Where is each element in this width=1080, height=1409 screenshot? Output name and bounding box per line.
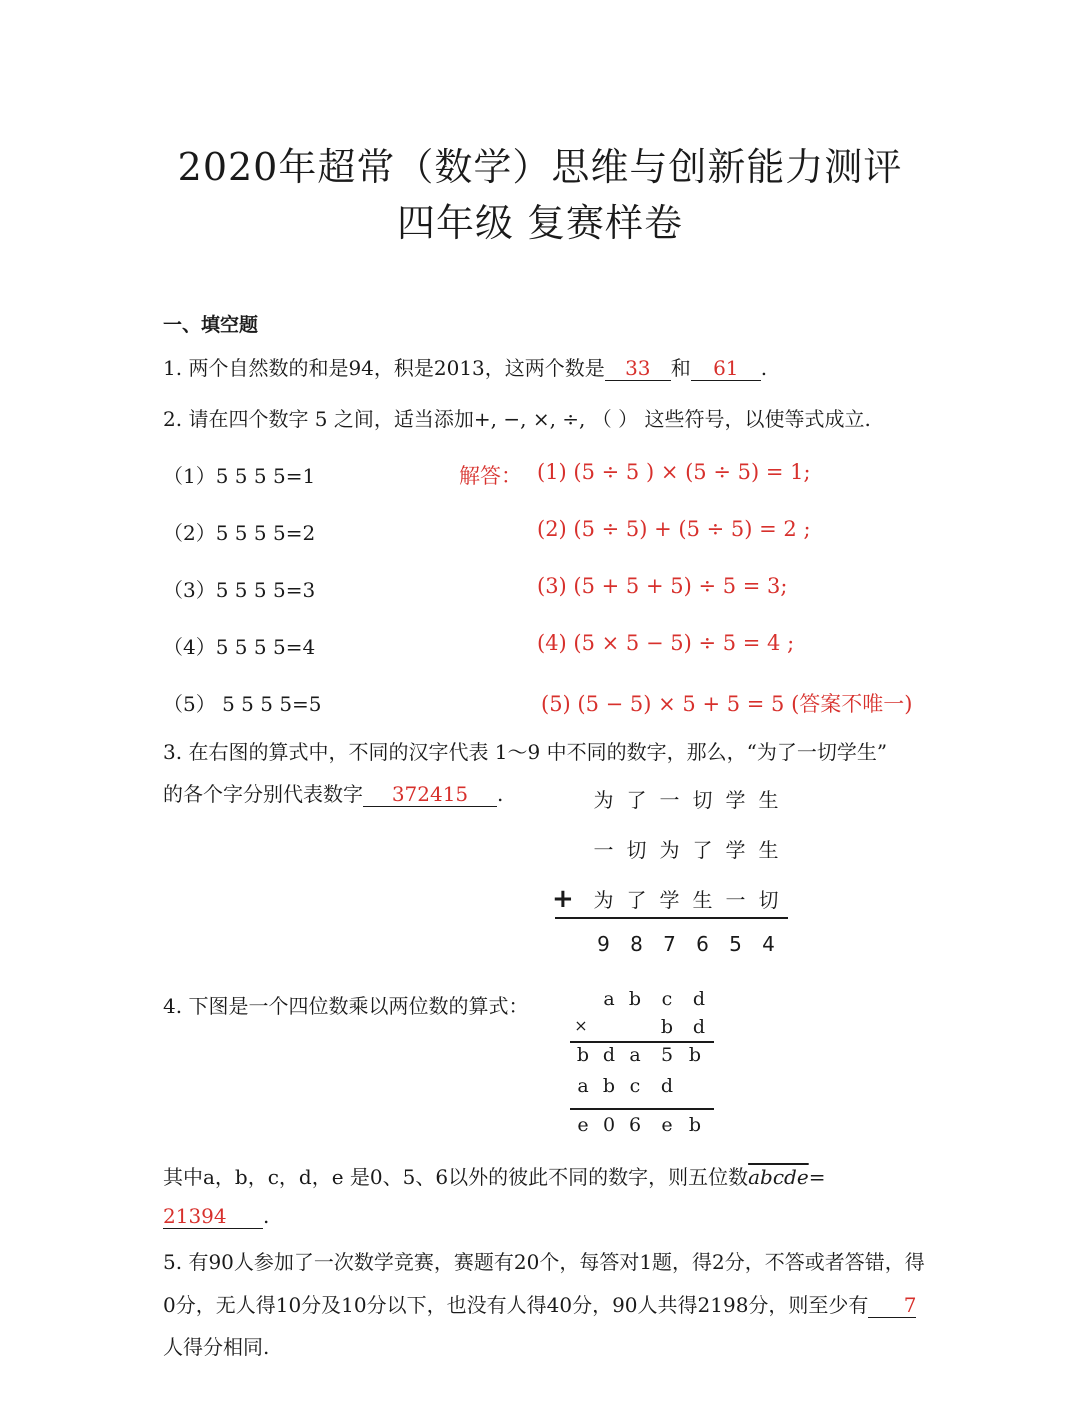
mult-r1-c4: d bbox=[692, 988, 706, 1010]
puzzle-plus-sign: + bbox=[552, 884, 574, 914]
puzzle-r1-c6: 生 bbox=[758, 788, 779, 812]
q3-puzzle bbox=[587, 784, 787, 964]
mult-r3-c2: d bbox=[602, 1044, 616, 1066]
mult-r5-c4: e bbox=[661, 1114, 673, 1136]
mult-r4-c3: c bbox=[629, 1075, 641, 1097]
page-title-line2: 四年级 复赛样卷 bbox=[396, 201, 684, 245]
q4-condition bbox=[163, 1161, 825, 1190]
q1-suffix: . bbox=[760, 356, 768, 380]
section-heading: 一、填空题 bbox=[163, 314, 259, 336]
q2-row-1-label: （1）5 5 5 5=1 bbox=[163, 464, 316, 488]
puzzle-result-3: 7 bbox=[663, 932, 676, 956]
puzzle-r2-c5: 学 bbox=[725, 838, 746, 862]
q4-answer: 21394 bbox=[163, 1205, 263, 1229]
question-5-line-1: 5. 有90人参加了一次数学竞赛，赛题有20个，每答对1题，得2分，不答或者答错，得 bbox=[163, 1250, 925, 1274]
q3-answer: 372415 bbox=[363, 783, 497, 807]
mult-r5-c3: 6 bbox=[628, 1114, 642, 1136]
puzzle-r2-c4: 了 bbox=[692, 838, 713, 862]
question-3-line-1: 3. 在右图的算式中，不同的汉字代表 1～9 中不同的数字，那么，“为了一切学生” bbox=[163, 740, 888, 764]
puzzle-result-6: 4 bbox=[762, 932, 775, 956]
q4-equals: = bbox=[808, 1165, 826, 1189]
puzzle-r3-c6: 切 bbox=[758, 888, 779, 912]
mult-line-1 bbox=[570, 1041, 714, 1043]
puzzle-r2-c2: 切 bbox=[626, 838, 647, 862]
puzzle-result-2: 8 bbox=[630, 932, 643, 956]
puzzle-r1-c3: 一 bbox=[659, 788, 680, 812]
mult-r5-c1: e bbox=[577, 1114, 589, 1136]
mult-r1-c1: a bbox=[603, 988, 615, 1010]
puzzle-r3-c2: 了 bbox=[626, 888, 647, 912]
question-5-line-3: 人得分相同. bbox=[163, 1335, 270, 1359]
mult-r3-c4: 5 bbox=[660, 1044, 674, 1066]
mult-r5-c2: 0 bbox=[602, 1114, 616, 1136]
q1-answer-1: 33 bbox=[605, 357, 671, 381]
q2-row-2-label: （2）5 5 5 5=2 bbox=[163, 521, 316, 545]
question-4: 4. 下图是一个四位数乘以两位数的算式： bbox=[163, 994, 529, 1018]
question-3-line-2 bbox=[163, 778, 503, 807]
q4-condition-text: 其中a，b，c，d，e 是0、5、6以外的彼此不同的数字，则五位数 bbox=[163, 1165, 749, 1189]
mult-r3-c3: a bbox=[629, 1044, 641, 1066]
puzzle-r2-c6: 生 bbox=[758, 838, 779, 862]
puzzle-result-4: 6 bbox=[696, 932, 709, 956]
puzzle-r2-c1: 一 bbox=[593, 838, 614, 862]
q4-multiplication bbox=[570, 988, 720, 1148]
q3-text: 的各个字分别代表数字 bbox=[163, 782, 363, 806]
puzzle-r3-c3: 学 bbox=[659, 888, 680, 912]
mult-times-sign: × bbox=[574, 1016, 588, 1035]
puzzle-r3-c5: 一 bbox=[725, 888, 746, 912]
q5-text: 0分，无人得10分及10分以下，也没有人得40分，90人共得2198分，则至少有 bbox=[163, 1293, 869, 1317]
mult-line-2 bbox=[570, 1108, 714, 1110]
q1-text: 1. 两个自然数的和是94，积是2013，这两个数是 bbox=[163, 356, 605, 380]
q1-middle: 和 bbox=[670, 356, 691, 380]
q1-answer-2: 61 bbox=[691, 357, 761, 381]
mult-r1-c3: c bbox=[661, 988, 673, 1010]
mult-r4-c4: d bbox=[660, 1075, 674, 1097]
mult-r4-c2: b bbox=[602, 1075, 616, 1097]
mult-r2-c1: b bbox=[660, 1016, 674, 1038]
q3-suffix: . bbox=[497, 782, 504, 806]
q2-row-4-answer: (4) (5 × 5 − 5) ÷ 5 = 4 ; bbox=[537, 631, 795, 655]
q4-overline-number: abcde bbox=[748, 1165, 809, 1189]
q2-row-3-label: （3）5 5 5 5=3 bbox=[163, 578, 316, 602]
mult-r2-c2: d bbox=[692, 1016, 706, 1038]
q2-row-5-answer: (5) (5 − 5) × 5 + 5 = 5 (答案不唯一) bbox=[541, 692, 913, 716]
puzzle-r3-c4: 生 bbox=[692, 888, 713, 912]
mult-r4-c1: a bbox=[577, 1075, 589, 1097]
q5-answer: 7 bbox=[868, 1294, 916, 1318]
mult-r5-c5: b bbox=[688, 1114, 702, 1136]
question-5-line-2 bbox=[163, 1289, 916, 1318]
puzzle-r2-c3: 为 bbox=[659, 838, 680, 862]
puzzle-r1-c4: 切 bbox=[692, 788, 713, 812]
q2-row-5-label: （5） 5 5 5 5=5 bbox=[163, 692, 322, 716]
q2-row-4-label: （4）5 5 5 5=4 bbox=[163, 635, 316, 659]
puzzle-sum-line bbox=[555, 917, 788, 919]
mult-r1-c2: b bbox=[628, 988, 642, 1010]
puzzle-r1-c1: 为 bbox=[593, 788, 614, 812]
puzzle-r1-c5: 学 bbox=[725, 788, 746, 812]
q2-row-1-answer: (1) (5 ÷ 5 ) × (5 ÷ 5) = 1; bbox=[537, 460, 811, 484]
mult-r3-c5: b bbox=[688, 1044, 702, 1066]
q4-answer-suffix: . bbox=[263, 1204, 270, 1228]
page-title-line1: 2020年超常（数学）思维与创新能力测评 bbox=[177, 145, 903, 189]
puzzle-r3-c1: 为 bbox=[593, 888, 614, 912]
q2-row-3-answer: (3) (5 + 5 + 5) ÷ 5 = 3; bbox=[537, 574, 788, 598]
puzzle-r1-c2: 了 bbox=[626, 788, 647, 812]
puzzle-result-1: 9 bbox=[597, 932, 610, 956]
q2-row-2-answer: (2) (5 ÷ 5) + (5 ÷ 5) = 2 ; bbox=[537, 517, 811, 541]
mult-r3-c1: b bbox=[576, 1044, 590, 1066]
q4-answer-line bbox=[163, 1204, 269, 1229]
question-2: 2. 请在四个数字 5 之间，适当添加+, −, ×, ÷, （ ） 这些符号，以使等式成立. bbox=[163, 407, 871, 431]
question-1 bbox=[163, 352, 767, 381]
puzzle-result-5: 5 bbox=[729, 932, 742, 956]
q2-answer-label: 解答： bbox=[459, 464, 522, 488]
